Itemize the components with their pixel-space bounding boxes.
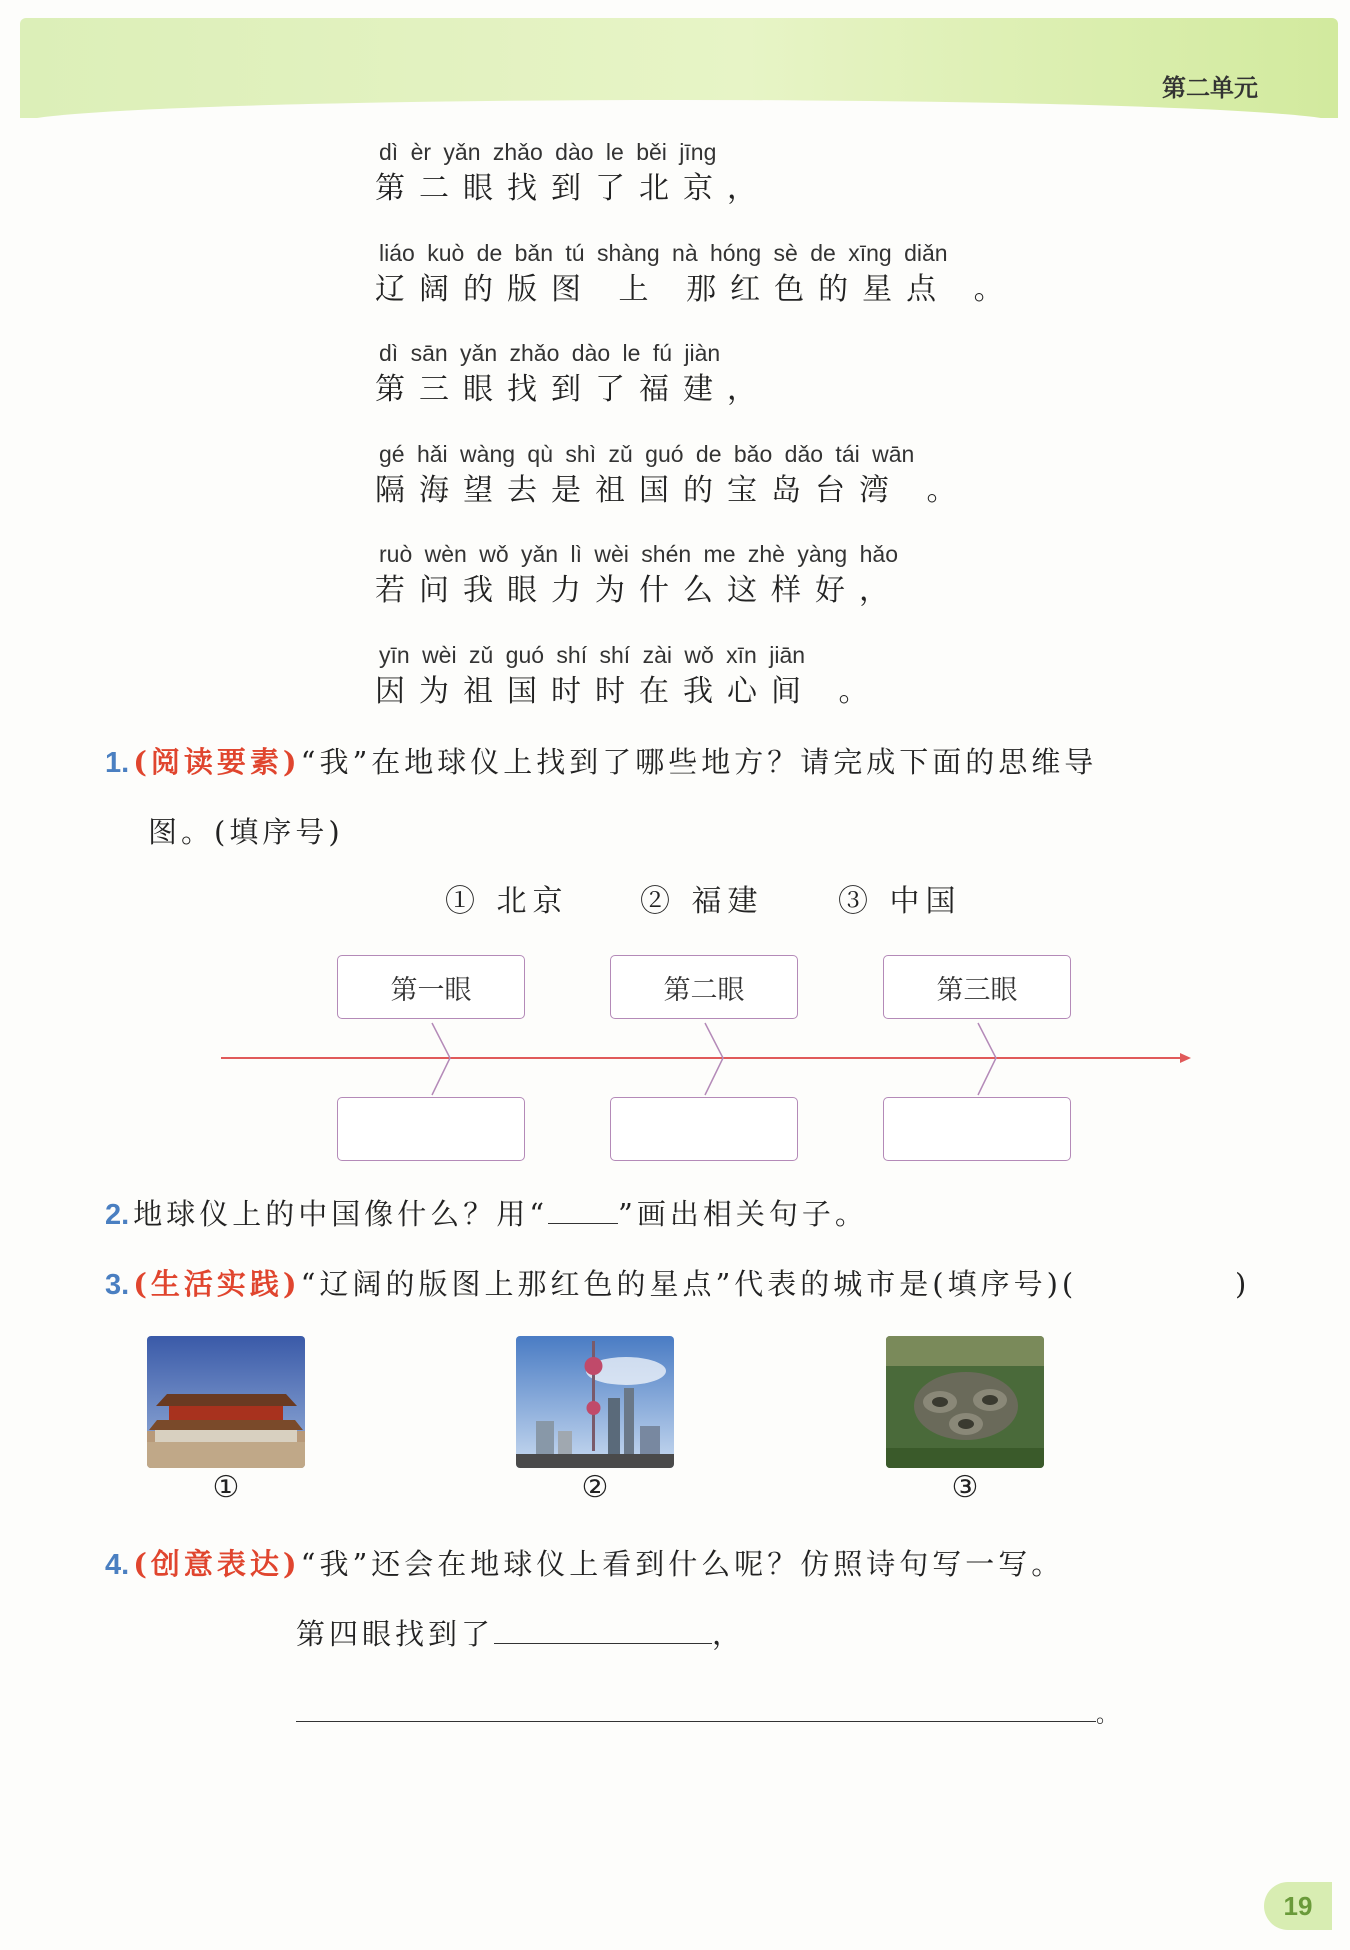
poem-line — [375, 537, 1018, 638]
question-text: 地球仪上的中国像什么？用“ — [133, 1197, 549, 1231]
option-china: ③ 中国 — [838, 884, 962, 919]
question-number: 2. — [105, 1199, 130, 1231]
photo-label: ② — [581, 1470, 609, 1505]
photo-label: ① — [212, 1470, 240, 1505]
fujian-tulou-photo — [886, 1336, 1044, 1468]
question-text: “我”在地球仪上找到了哪些地方？请完成下面的思维导 — [300, 745, 1098, 779]
pinyin: dì èr yǎn zhǎo dào le běi jīng — [379, 139, 717, 165]
pinyin: yīn wèi zǔ guó shí shí zài wǒ xīn jiān — [379, 641, 806, 668]
box-first-look: 第一眼 — [337, 955, 525, 1019]
hanzi: 辽阔的版图 上 那红色的星点 。 — [375, 271, 1018, 307]
poem-line — [375, 437, 1018, 538]
answer-box[interactable] — [610, 1097, 798, 1161]
question-text: “辽阔的版图上那红色的星点”代表的城市是(填序号)( — [300, 1267, 1078, 1301]
answer-paren-close: ) — [1235, 1267, 1251, 1301]
shanghai-skyline-photo — [516, 1336, 674, 1468]
box-second-look: 第二眼 — [610, 955, 798, 1019]
option-fujian: ② 福建 — [640, 884, 764, 919]
question-number: 1. — [105, 747, 130, 779]
question-1-continued: 图。(填序号) — [148, 815, 344, 849]
hanzi: 第二眼找到了北京， — [375, 171, 771, 206]
pinyin: ruò wèn wǒ yǎn lì wèi shén me zhè yàng hǎo — [379, 541, 898, 567]
underline-sample — [548, 1223, 618, 1224]
photo-label: ③ — [951, 1470, 979, 1505]
answer-line[interactable] — [296, 1721, 1096, 1722]
answer-box[interactable] — [337, 1097, 525, 1161]
question-tag: (创意表达) — [133, 1547, 301, 1581]
answer-box[interactable] — [883, 1097, 1071, 1161]
question-number: 3. — [105, 1269, 130, 1301]
poem — [375, 135, 1018, 738]
question-1 — [105, 740, 1097, 785]
question-text: ”画出相关句子。 — [618, 1197, 868, 1231]
question-2 — [105, 1192, 868, 1237]
poem-line — [375, 638, 1018, 739]
pinyin: liáo kuò de bǎn tú shàng nà hóng sè de xīng diǎn — [379, 239, 948, 266]
unit-label: 第二单元 — [1162, 74, 1258, 102]
poem-line — [375, 336, 1018, 437]
question-text: “我”还会在地球仪上看到什么呢？仿照诗句写一写。 — [300, 1547, 1065, 1581]
writing-line-1 — [296, 1612, 745, 1656]
box-third-look: 第三眼 — [883, 955, 1071, 1019]
answer-line[interactable] — [494, 1643, 712, 1644]
pinyin: dì sān yǎn zhǎo dào le fú jiàn — [379, 340, 721, 366]
hanzi: 若问我眼力为什么这样好， — [375, 573, 903, 608]
question-4 — [105, 1542, 1064, 1587]
period: 。 — [1096, 1703, 1123, 1728]
poem-line — [375, 236, 1018, 337]
hanzi: 因为祖国时时在我心间 。 — [375, 673, 883, 709]
poem-line — [375, 135, 1018, 236]
option-beijing: ① 北京 — [445, 884, 569, 919]
question-3 — [105, 1262, 1077, 1307]
writing-prompt: 第四眼找到了 — [296, 1617, 495, 1651]
question-tag: (阅读要素) — [133, 745, 301, 779]
page-number: 19 — [1264, 1882, 1332, 1930]
hanzi: 第三眼找到了福建， — [375, 372, 771, 407]
question-number: 4. — [105, 1549, 130, 1581]
comma: ， — [712, 1617, 746, 1651]
forbidden-city-photo — [147, 1336, 305, 1468]
question-tag: (生活实践) — [133, 1267, 301, 1301]
writing-line-2 — [296, 1690, 1122, 1738]
arrow-head — [1180, 1053, 1191, 1063]
hanzi: 隔海望去是祖国的宝岛台湾 。 — [375, 472, 971, 508]
pinyin: gé hǎi wàng qù shì zǔ guó de bǎo dǎo tái wān — [379, 440, 915, 467]
